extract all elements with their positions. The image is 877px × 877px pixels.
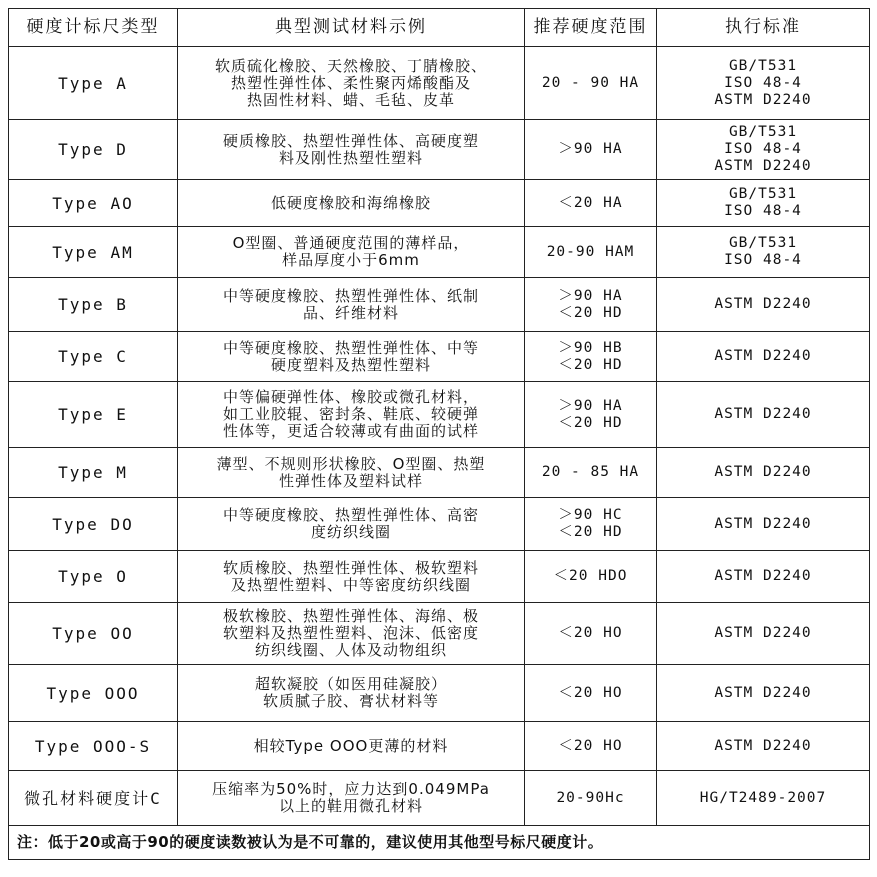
materials-cell-line: 压缩率为50%时，应力达到0.049MPa (212, 780, 490, 798)
materials-cell (178, 332, 525, 382)
standard-cell-line: ASTM D2240 (714, 625, 812, 641)
scale-type-cell: Type D (9, 120, 178, 180)
materials-cell-line: 中等硬度橡胶、热塑性弹性体、纸制 (222, 286, 479, 305)
range-cell (525, 227, 657, 278)
standard-cell-line: ISO 48-4 (724, 203, 802, 219)
materials-cell (178, 278, 525, 332)
range-cell-line: ＜20 HO (558, 625, 623, 641)
materials-cell (178, 771, 525, 826)
scale-type-cell: Type E (9, 382, 178, 448)
header-scale-type: 硬度计标尺类型 (9, 9, 178, 47)
materials-cell (178, 448, 525, 498)
materials-cell-line: 相较Type OOO更薄的材料 (253, 736, 449, 755)
table-row (9, 448, 870, 498)
table-row (9, 665, 870, 722)
table-row (9, 332, 870, 382)
range-cell (525, 47, 657, 120)
scale-type-cell: Type O (9, 551, 178, 603)
table-row (9, 278, 870, 332)
standard-cell-line: ASTM D2240 (714, 515, 812, 532)
range-cell-line: ＜20 HD (558, 356, 623, 373)
range-cell-line: 20-90Hc (556, 789, 625, 806)
standard-cell (657, 382, 870, 448)
standard-cell (657, 771, 870, 826)
table-header-row (9, 9, 870, 47)
hardness-table-container (8, 8, 869, 860)
range-cell-line: ＜20 HO (558, 737, 623, 754)
table-row (9, 771, 870, 826)
standard-cell-line: ASTM D2240 (714, 406, 812, 422)
materials-cell (178, 227, 525, 278)
materials-cell-line: 以上的鞋用微孔材料 (278, 797, 423, 815)
standard-cell-line: GB/T531 (728, 124, 798, 140)
range-cell (525, 448, 657, 498)
standard-cell-line: ASTM D2240 (714, 568, 812, 584)
range-cell (525, 332, 657, 382)
scale-type-cell: Type AM (9, 227, 178, 278)
table-row (9, 180, 870, 227)
standard-cell (657, 180, 870, 227)
materials-cell-line: 料及刚性热塑性塑料 (278, 148, 423, 167)
table-row (9, 498, 870, 551)
range-cell (525, 498, 657, 551)
materials-cell-line: 性弹性体及塑料试样 (278, 471, 423, 490)
range-cell (525, 278, 657, 332)
scale-type-cell: 微孔材料硬度计C (9, 771, 178, 826)
range-cell-line: 20-90 HAM (546, 243, 635, 260)
range-cell-line: ＜20 HD (558, 524, 623, 540)
materials-cell-line: 硬质橡胶、热塑性弹性体、高硬度塑 (222, 131, 479, 150)
range-cell-line: ＞90 HA (558, 141, 623, 157)
standard-cell-line: ASTM D2240 (714, 737, 812, 754)
materials-cell-line: 度纺织线圈 (310, 523, 391, 541)
range-cell-line: 20 - 85 HA (541, 464, 640, 480)
range-cell (525, 722, 657, 771)
materials-cell-line: 软质硫化橡胶、天然橡胶、丁腈橡胶、 (214, 56, 487, 75)
range-cell (525, 603, 657, 665)
table-row (9, 47, 870, 120)
materials-cell-line: 中等硬度橡胶、热塑性弹性体、中等 (222, 338, 479, 357)
table-row (9, 603, 870, 665)
materials-cell (178, 120, 525, 180)
materials-cell-line: 硬度塑料及热塑性塑料 (270, 355, 431, 374)
standard-cell-line: ASTM D2240 (714, 91, 812, 108)
materials-cell-line: 样品厚度小于6mm (282, 251, 420, 269)
range-cell (525, 382, 657, 448)
standard-cell (657, 448, 870, 498)
table-row (9, 551, 870, 603)
standard-cell-line: ISO 48-4 (724, 141, 802, 157)
range-cell (525, 771, 657, 826)
materials-cell-line: 软塑料及热塑性塑料、泡沫、低密度 (222, 624, 479, 642)
materials-cell (178, 382, 525, 448)
scale-type-cell: Type OOO-S (9, 722, 178, 771)
materials-cell-line: 低硬度橡胶和海绵橡胶 (270, 193, 431, 212)
range-cell-line: ＜20 HDO (553, 568, 628, 584)
standard-cell (657, 47, 870, 120)
standard-cell (657, 120, 870, 180)
header-materials: 典型测试材料示例 (178, 9, 525, 47)
range-cell (525, 120, 657, 180)
standard-cell-line: GB/T531 (728, 235, 798, 251)
scale-type-cell: Type A (9, 47, 178, 120)
materials-cell-line: 中等硬度橡胶、热塑性弹性体、高密 (222, 506, 479, 524)
range-cell (525, 551, 657, 603)
materials-cell-line: O型圈、普通硬度范围的薄样品， (232, 234, 470, 252)
range-cell (525, 665, 657, 722)
materials-cell (178, 551, 525, 603)
standard-cell-line: HG/T2489-2007 (699, 789, 827, 806)
standard-cell-line: ASTM D2240 (714, 158, 812, 174)
standard-cell (657, 332, 870, 382)
standard-cell (657, 498, 870, 551)
durometer-scale-table (8, 8, 870, 860)
materials-cell-line: 如工业胶辊、密封条、鞋底、较硬弹 (222, 405, 479, 423)
materials-cell-line: 及热塑性塑料、中等密度纺织线圈 (230, 575, 471, 594)
table-row (9, 227, 870, 278)
materials-cell-line: 品、纤维材料 (302, 303, 399, 322)
standard-cell (657, 722, 870, 771)
scale-type-cell: Type OO (9, 603, 178, 665)
range-cell-line: ＜20 HO (558, 684, 623, 701)
materials-cell-line: 软质腻子胶、膏状材料等 (262, 692, 439, 710)
header-standard: 执行标准 (657, 9, 870, 47)
scale-type-cell: Type OOO (9, 665, 178, 722)
materials-cell-line: 薄型、不规则形状橡胶、O型圈、热塑 (216, 454, 486, 473)
materials-cell-line: 超软凝胶（如医用硅凝胶） (254, 675, 447, 693)
scale-type-cell: Type AO (9, 180, 178, 227)
range-cell-line: ＜20 HD (558, 304, 623, 321)
table-row (9, 382, 870, 448)
materials-cell-line: 中等偏硬弹性体、橡胶或微孔材料， (222, 388, 479, 406)
standard-cell (657, 603, 870, 665)
range-cell-line: ＞90 HA (558, 397, 623, 414)
standard-cell (657, 551, 870, 603)
standard-cell (657, 278, 870, 332)
scale-type-cell: Type B (9, 278, 178, 332)
standard-cell-line: GB/T531 (728, 186, 798, 202)
materials-cell-line: 性体等，更适合较薄或有曲面的试样 (222, 422, 479, 440)
materials-cell-line: 软质橡胶、热塑性弹性体、极软塑料 (222, 558, 479, 577)
footnote: 注：低于20或高于90的硬度读数被认为是不可靠的，建议使用其他型号标尺硬度计。 (9, 826, 870, 860)
scale-type-cell: Type C (9, 332, 178, 382)
materials-cell (178, 722, 525, 771)
range-cell-line: ＞90 HC (558, 507, 623, 523)
standard-cell-line: GB/T531 (728, 57, 798, 74)
materials-cell-line: 热塑性弹性体、柔性聚丙烯酸酯及 (230, 73, 471, 92)
header-range: 推荐硬度范围 (525, 9, 657, 47)
standard-cell-line: ASTM D2240 (714, 684, 812, 701)
standard-cell-line: ISO 48-4 (724, 252, 802, 268)
standard-cell-line: ISO 48-4 (724, 74, 802, 91)
table-row (9, 120, 870, 180)
note-row (9, 826, 870, 860)
standard-cell-line: ASTM D2240 (714, 348, 812, 364)
scale-type-cell: Type M (9, 448, 178, 498)
range-cell-line: ＞90 HA (558, 287, 623, 304)
materials-cell-line: 热固性材料、蜡、毛毡、皮革 (246, 90, 455, 109)
range-cell-line: ＞90 HB (558, 339, 623, 356)
materials-cell-line: 极软橡胶、热塑性弹性体、海绵、极 (222, 607, 479, 625)
materials-cell (178, 180, 525, 227)
scale-type-cell: Type DO (9, 498, 178, 551)
range-cell-line: ＜20 HA (558, 194, 623, 211)
standard-cell (657, 665, 870, 722)
materials-cell (178, 665, 525, 722)
standard-cell (657, 227, 870, 278)
materials-cell (178, 603, 525, 665)
table-row (9, 722, 870, 771)
materials-cell (178, 498, 525, 551)
standard-cell-line: ASTM D2240 (714, 464, 812, 480)
range-cell-line: ＜20 HD (558, 414, 623, 431)
standard-cell-line: ASTM D2240 (714, 296, 812, 312)
materials-cell (178, 47, 525, 120)
range-cell (525, 180, 657, 227)
materials-cell-line: 纺织线圈、人体及动物组织 (254, 641, 447, 659)
range-cell-line: 20 - 90 HA (541, 74, 640, 91)
